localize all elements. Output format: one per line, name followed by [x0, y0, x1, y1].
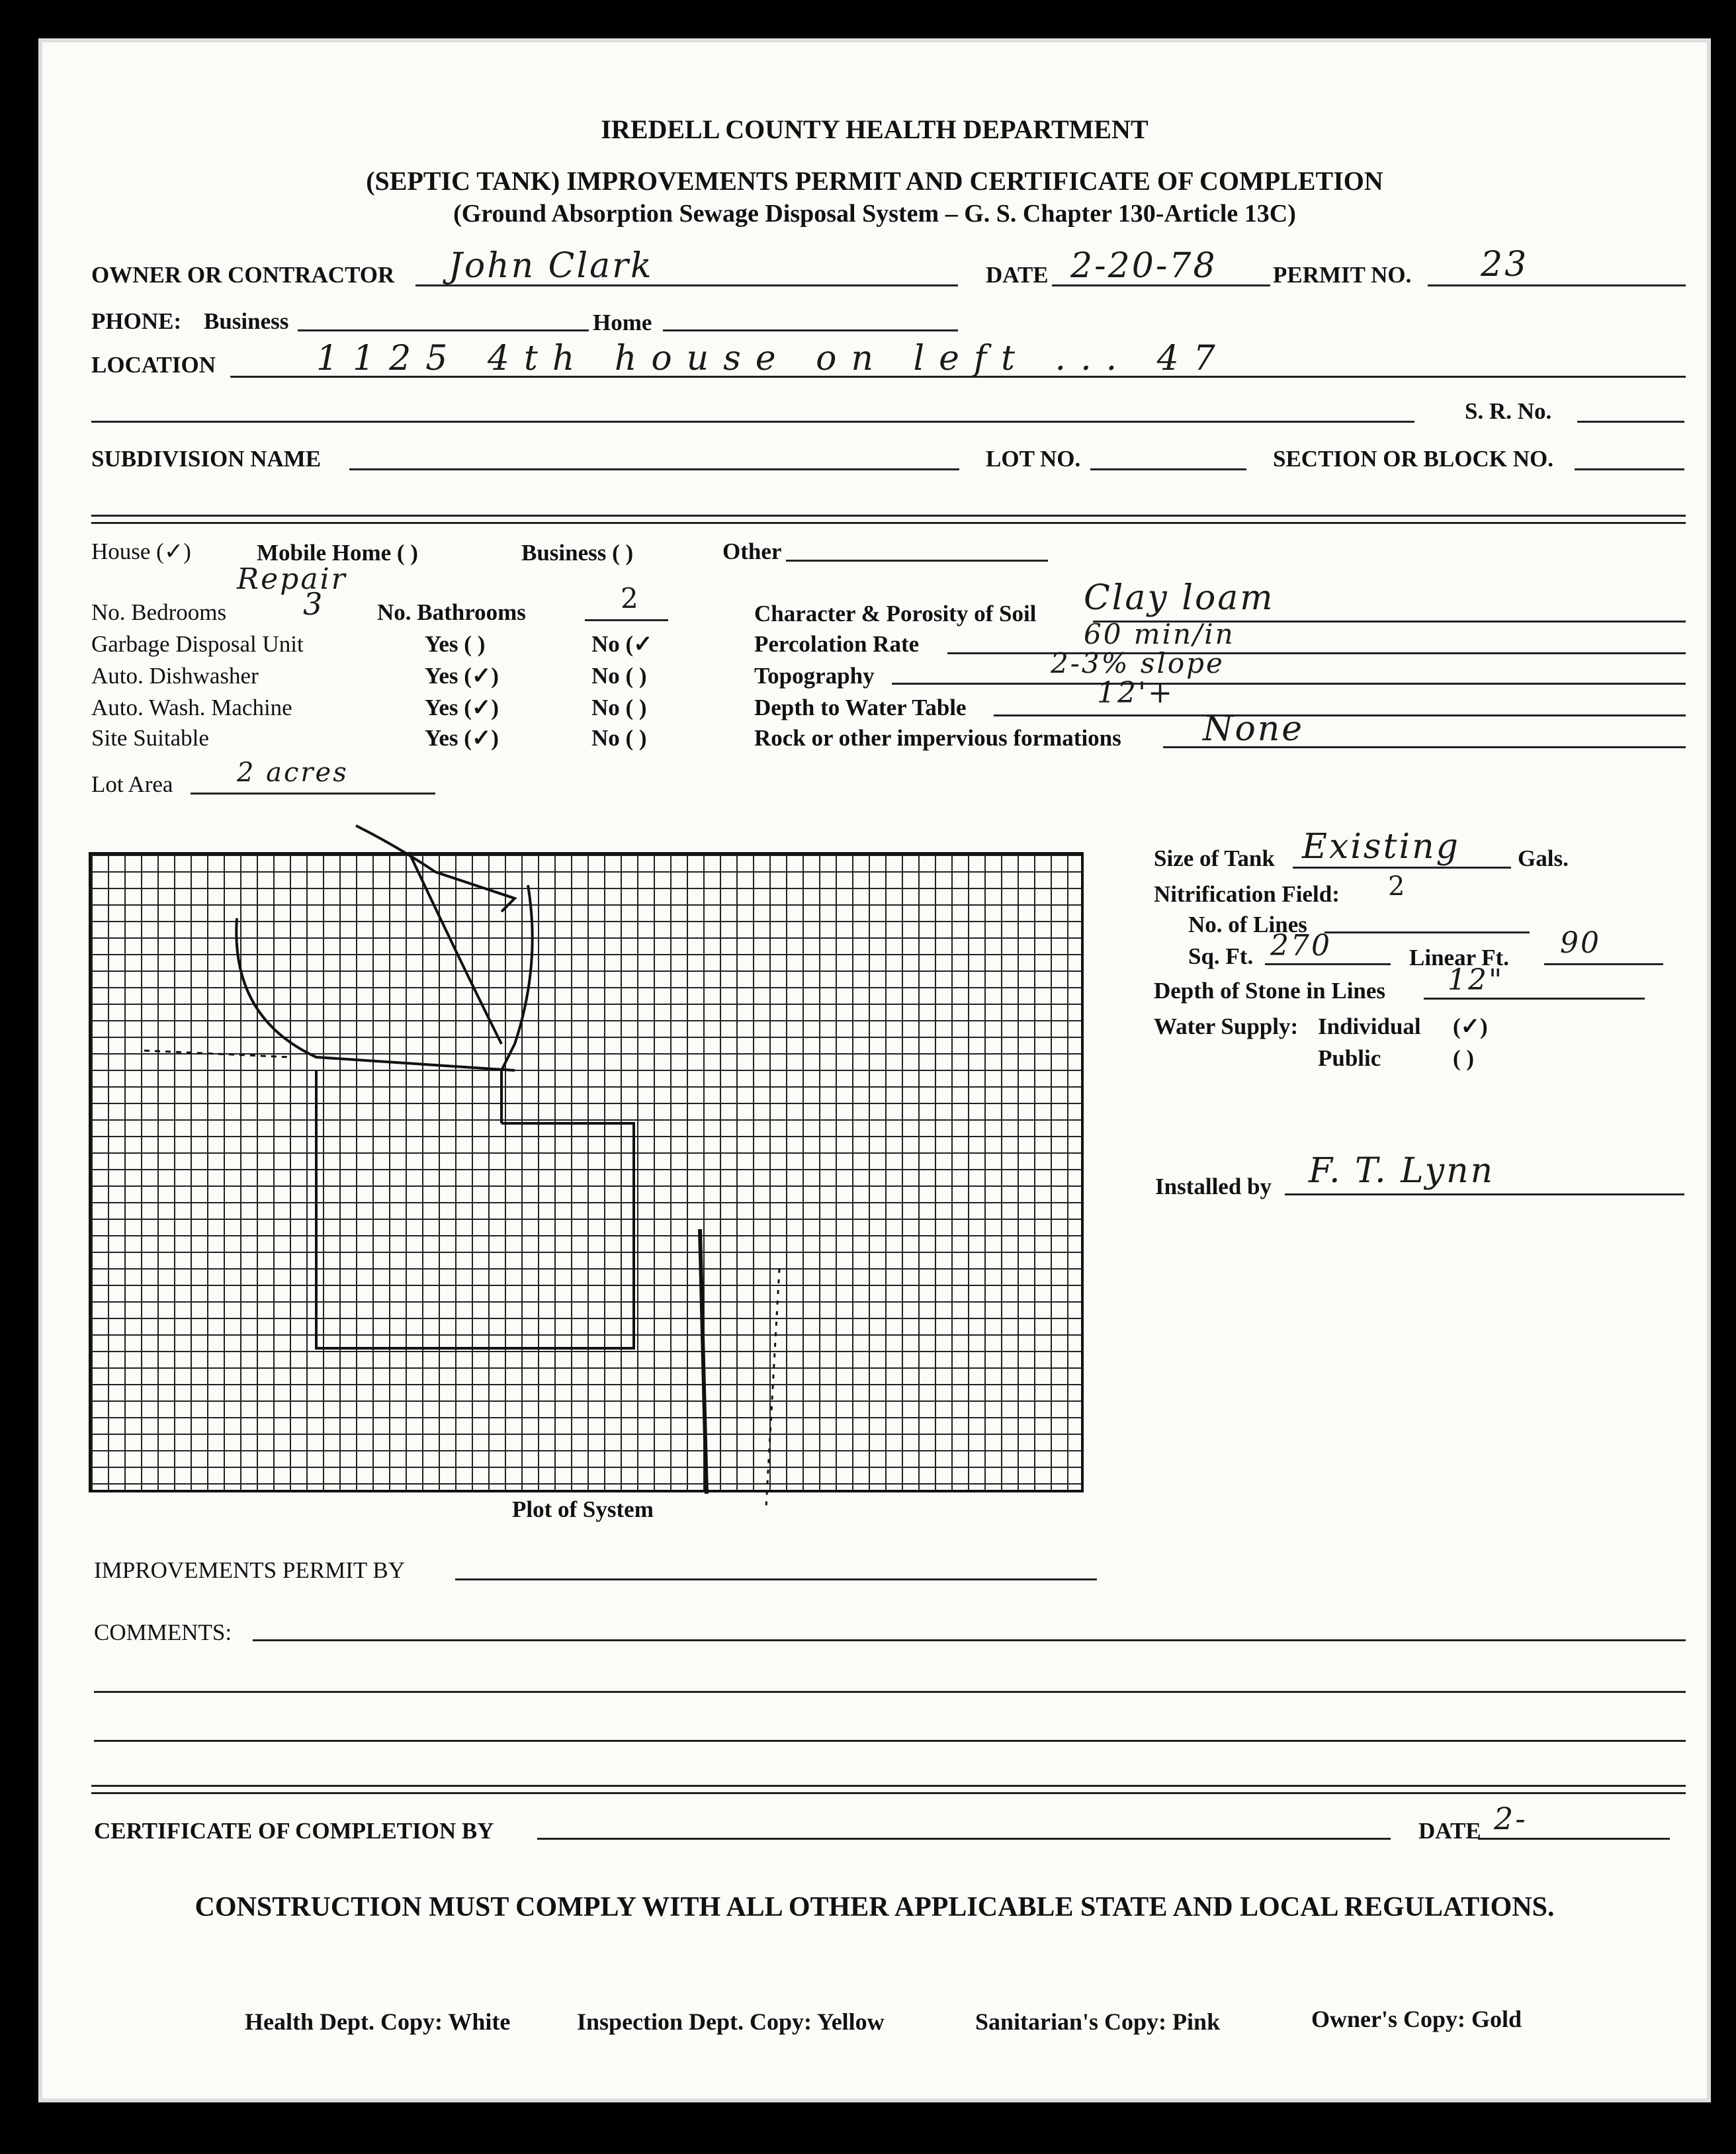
garbage-disposal-yes: Yes ( )	[425, 631, 486, 657]
water-supply-label: Water Supply:	[1154, 1013, 1299, 1039]
site-suitable-yes: Yes (✓)	[425, 725, 499, 751]
installed-by-value: F. T. Lynn	[1309, 1151, 1495, 1191]
phone-business-label: Business	[204, 308, 289, 334]
percolation-value: 60 min/in	[1084, 618, 1235, 650]
lot-no-label: LOT NO.	[986, 446, 1081, 472]
house-checkbox: House (✓)	[91, 538, 191, 564]
copy-sanitarian: Sanitarian's Copy: Pink	[975, 2008, 1221, 2035]
no-of-lines-label: No. of Lines	[1188, 912, 1307, 937]
bathrooms-line	[585, 619, 668, 621]
certificate-date-line	[1478, 1838, 1670, 1840]
comments-line-2	[94, 1691, 1686, 1693]
location-line-2	[91, 421, 1414, 423]
agency-title: IREDELL COUNTY HEALTH DEPARTMENT	[601, 114, 1149, 144]
certificate-date-label: DATE	[1418, 1818, 1481, 1844]
water-table-label: Depth to Water Table	[754, 695, 967, 720]
sq-ft-label: Sq. Ft.	[1188, 943, 1254, 969]
sr-no-label: S. R. No.	[1465, 398, 1552, 424]
subdivision-line	[349, 468, 959, 470]
installed-by-line	[1285, 1193, 1684, 1195]
lot-area-value: 2 acres	[237, 757, 349, 788]
plot-caption: Plot of System	[512, 1496, 654, 1522]
bedrooms-value: 3	[303, 586, 325, 622]
certificate-line	[537, 1838, 1391, 1840]
copy-owner: Owner's Copy: Gold	[1311, 2006, 1522, 2032]
water-supply-individual-mark: (✓)	[1453, 1013, 1488, 1039]
phone-business-line	[298, 329, 589, 331]
comments-label: COMMENTS:	[94, 1619, 232, 1645]
water-table-line	[994, 714, 1686, 716]
improvements-permit-line	[455, 1578, 1097, 1580]
location-value: 1125 4th house on left ... 47	[316, 339, 1230, 378]
certificate-label: CERTIFICATE OF COMPLETION BY	[94, 1818, 494, 1844]
stone-depth-value: 12"	[1448, 963, 1504, 997]
phone-home-line	[663, 329, 958, 331]
garbage-disposal-no: No (✓	[591, 631, 653, 657]
water-supply-individual: Individual	[1318, 1013, 1421, 1039]
business-checkbox: Business ( )	[521, 540, 634, 566]
permit-form	[38, 38, 1711, 2102]
wash-machine-yes: Yes (✓)	[425, 695, 499, 720]
linear-ft-line	[1544, 963, 1663, 965]
wash-machine-label: Auto. Wash. Machine	[91, 695, 292, 720]
copy-inspection-dept: Inspection Dept. Copy: Yellow	[577, 2008, 885, 2035]
form-subtitle: (Ground Absorption Sewage Disposal System – G. S. Chapter 130-Article 13C)	[453, 200, 1296, 228]
percolation-label: Percolation Rate	[754, 631, 920, 657]
linear-ft-label: Linear Ft.	[1409, 945, 1510, 970]
mobile-home-checkbox: Mobile Home ( )	[257, 540, 418, 566]
comments-line-3	[94, 1740, 1686, 1742]
garbage-disposal-label: Garbage Disposal Unit	[91, 631, 304, 657]
certificate-date-value: 2-	[1494, 1801, 1528, 1836]
no-of-lines-line	[1324, 931, 1530, 933]
repair-note: Repair	[237, 562, 347, 596]
water-supply-public: Public	[1318, 1045, 1381, 1071]
dishwasher-yes: Yes (✓)	[425, 663, 499, 689]
sq-ft-value: 270	[1270, 929, 1332, 963]
copy-health-dept: Health Dept. Copy: White	[245, 2008, 511, 2035]
date-label: DATE	[986, 262, 1049, 288]
topography-line	[892, 683, 1686, 685]
stone-depth-line	[1424, 998, 1645, 1000]
dishwasher-label: Auto. Dishwasher	[91, 663, 259, 689]
linear-ft-value: 90	[1560, 926, 1601, 960]
comments-line-1	[253, 1639, 1686, 1641]
tank-size-value: Existing	[1302, 827, 1460, 867]
nitrification-value: 2	[1388, 871, 1407, 902]
owner-label: OWNER OR CONTRACTOR	[91, 262, 395, 288]
section-block-label: SECTION OR BLOCK NO.	[1273, 446, 1553, 472]
permit-value: 23	[1481, 245, 1529, 284]
owner-value: John Clark	[449, 246, 654, 286]
bathrooms-value: 2	[621, 582, 640, 615]
phone-home-label: Home	[593, 310, 652, 335]
lot-no-line	[1090, 468, 1246, 470]
date-value: 2-20-78	[1070, 246, 1217, 286]
bathrooms-label: No. Bathrooms	[377, 599, 526, 625]
improvements-permit-label: IMPROVEMENTS PERMIT BY	[94, 1557, 405, 1583]
soil-character-value: Clay loam	[1084, 578, 1275, 618]
subdivision-label: SUBDIVISION NAME	[91, 446, 322, 472]
other-label: Other	[722, 538, 782, 564]
compliance-notice: CONSTRUCTION MUST COMPLY WITH ALL OTHER APPLICABLE STATE AND LOCAL REGULATIONS.	[195, 1892, 1555, 1922]
sr-no-line	[1577, 421, 1684, 423]
rock-value: None	[1203, 709, 1305, 749]
installed-by-label: Installed by	[1155, 1174, 1272, 1199]
location-label: LOCATION	[91, 352, 216, 378]
topography-label: Topography	[754, 663, 875, 689]
site-suitable-label: Site Suitable	[91, 725, 209, 751]
section-block-line	[1575, 468, 1684, 470]
nitrification-label: Nitrification Field:	[1154, 881, 1340, 907]
tank-size-label: Size of Tank	[1154, 845, 1275, 871]
site-suitable-no: No ( )	[591, 725, 647, 751]
phone-label: PHONE:	[91, 308, 182, 334]
permit-line	[1428, 284, 1686, 286]
other-line	[786, 560, 1048, 562]
rock-label: Rock or other impervious formations	[754, 725, 1121, 751]
tank-size-line	[1293, 867, 1511, 869]
water-table-value: 12'+	[1097, 676, 1174, 710]
section-divider	[91, 515, 1686, 524]
lot-area-label: Lot Area	[91, 771, 173, 797]
dishwasher-no: No ( )	[591, 663, 647, 689]
stone-depth-label: Depth of Stone in Lines	[1154, 978, 1386, 1004]
wash-machine-no: No ( )	[591, 695, 647, 720]
bedrooms-label: No. Bedrooms	[91, 599, 227, 625]
lot-area-line	[191, 793, 435, 795]
sq-ft-line	[1265, 963, 1391, 965]
tank-size-unit: Gals.	[1518, 845, 1569, 871]
comments-divider	[91, 1785, 1686, 1794]
permit-label: PERMIT NO.	[1273, 262, 1412, 288]
water-supply-public-mark: ( )	[1453, 1045, 1475, 1071]
soil-character-label: Character & Porosity of Soil	[754, 601, 1037, 626]
form-title: (SEPTIC TANK) IMPROVEMENTS PERMIT AND CERTIFICATE OF COMPLETION	[366, 166, 1383, 196]
plot-grid	[89, 852, 1084, 1492]
topography-value: 2-3% slope	[1051, 647, 1225, 679]
